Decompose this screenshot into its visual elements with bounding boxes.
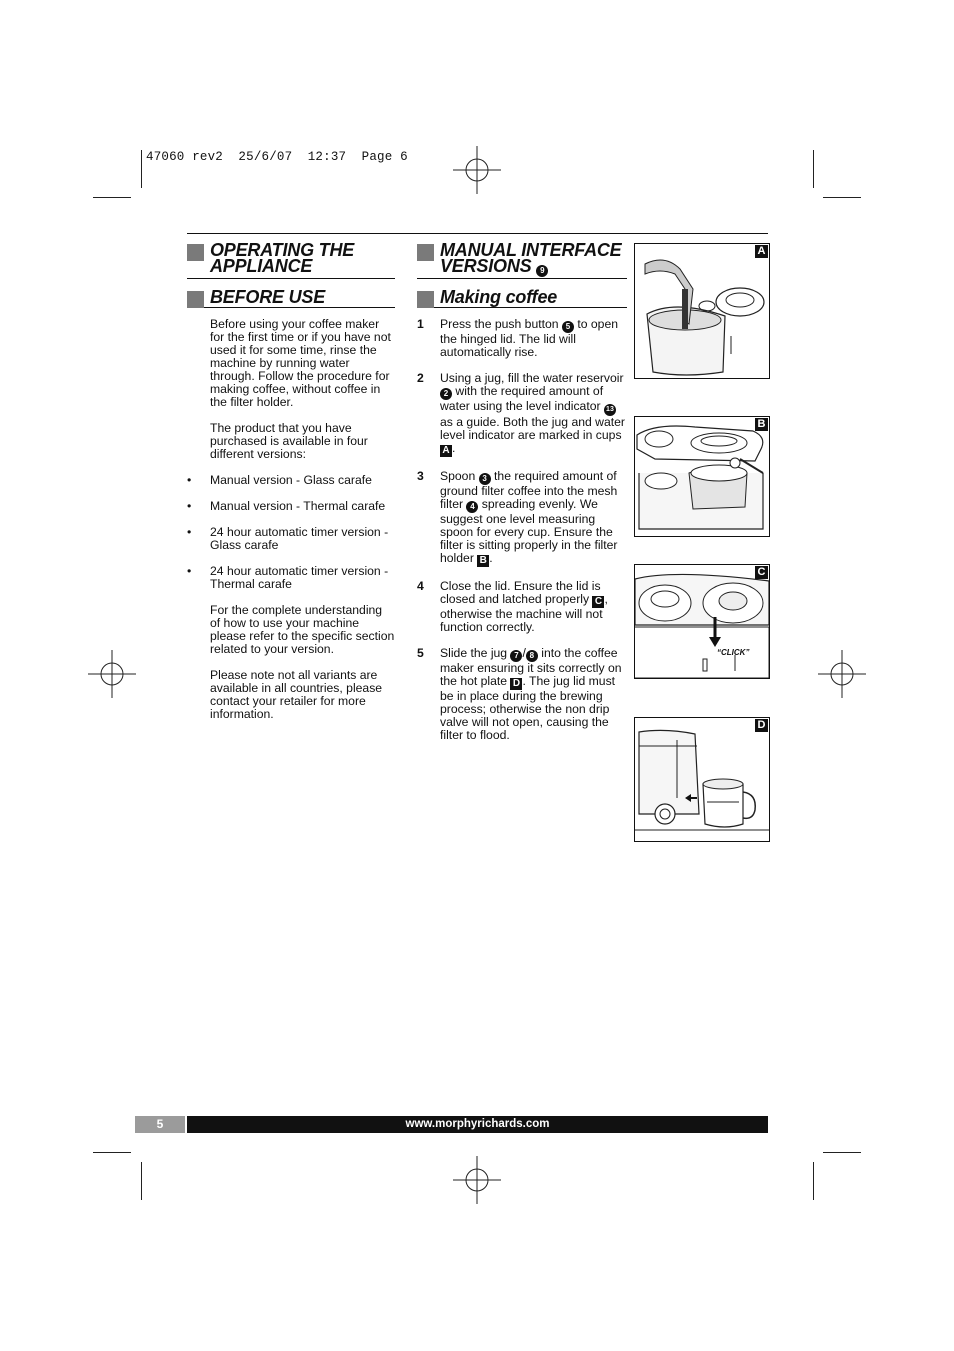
top-rule [187, 233, 768, 234]
figure-a [634, 243, 770, 379]
list-item [187, 474, 395, 487]
figure-label: B [755, 418, 768, 431]
step-number: 3 [417, 469, 424, 483]
figure-c [634, 564, 770, 679]
step-text: Press the push button [440, 317, 562, 331]
steps-list [417, 318, 627, 742]
figure-d [634, 717, 770, 842]
figure-label: C [755, 566, 768, 579]
figure-a-illustration-icon [635, 244, 769, 378]
list-item [187, 526, 395, 552]
figure-ref-icon: A [440, 445, 452, 457]
step-item [417, 647, 627, 742]
step-text: the required amount of ground filter coffee into the mesh filter [440, 469, 618, 511]
column-operating [187, 242, 395, 721]
step-number: 4 [417, 579, 424, 593]
ref-number-icon: 8 [526, 650, 538, 662]
step-item [417, 470, 627, 567]
step-text: Spoon [440, 469, 479, 483]
crop-mark [141, 150, 142, 188]
column-manual-interface [417, 242, 627, 755]
heading-line-text: VERSIONS [440, 256, 532, 276]
ref-number-icon: 5 [562, 321, 574, 333]
crop-mark [823, 197, 861, 198]
crop-mark [813, 150, 814, 188]
figure-b [634, 416, 770, 537]
versions-list [187, 474, 395, 591]
bullet-icon: • [187, 564, 192, 578]
heading-line: BEFORE USE [210, 287, 326, 307]
print-slug: 47060 rev2 25/6/07 12:37 Page 6 [146, 150, 408, 164]
figure-d-illustration-icon [635, 718, 769, 841]
heading-making-coffee [417, 289, 627, 308]
bullet-icon: • [187, 525, 192, 539]
ref-number-icon: 2 [440, 388, 452, 400]
figure-b-illustration-icon [635, 417, 769, 536]
heading-square-icon [187, 244, 204, 261]
paragraph: Please note not all variants are available in all countries, please contact your retailer for more information. [210, 668, 383, 721]
heading-before-use [187, 289, 395, 308]
heading-line: APPLIANCE [210, 256, 313, 276]
crop-mark [813, 1162, 814, 1200]
heading-operating-the-appliance [187, 242, 395, 279]
heading-line: Making coffee [440, 287, 558, 307]
bullet-icon: • [187, 499, 192, 513]
step-text: , otherwise the machine will not function correctly. [440, 592, 608, 634]
bullet-icon: • [187, 473, 192, 487]
step-item [417, 318, 627, 359]
footer-url[interactable]: www.morphyrichards.com [187, 1116, 768, 1133]
registration-mark-icon [453, 1156, 501, 1204]
step-item [417, 372, 627, 457]
step-text: . [489, 551, 493, 565]
paragraph: For the complete understanding of how to use your machine please refer to the specific section related to your version. [210, 603, 395, 656]
click-caption: “CLICK” [717, 648, 750, 657]
crop-mark [93, 197, 131, 198]
step-text: as a guide. Both the jug and water level indicator are marked in cups [440, 415, 625, 442]
crop-mark [141, 1162, 142, 1200]
step-text: Close the lid. Ensure the lid is closed and latched properly [440, 579, 601, 606]
heading-square-icon [417, 244, 434, 261]
heading-square-icon [187, 291, 204, 308]
ref-number-icon: 3 [479, 473, 491, 485]
step-text: Using a jug, fill the water reservoir [440, 371, 624, 385]
figure-c-illustration-icon [635, 565, 769, 678]
heading-square-icon [417, 291, 434, 308]
figure-label: D [755, 719, 768, 732]
heading-line: OPERATING THE [210, 240, 355, 260]
step-number: 2 [417, 371, 424, 385]
step-text: with the required amount of water using the level indicator [440, 384, 604, 413]
figure-ref-icon: D [510, 678, 522, 690]
paragraph: Before using your coffee maker for the first time or if you have not used it for some time, rinse the machine by running water through. Follow the procedure for making coffee, without coffee in the filter holder. [210, 317, 391, 409]
list-item-text: 24 hour automatic timer version - Thermal carafe [210, 564, 389, 591]
ref-number-icon: 9 [536, 265, 548, 277]
heading-line: MANUAL INTERFACE [440, 240, 622, 260]
step-text: to open the hinged lid. The lid will automatically rise. [440, 317, 619, 359]
step-number: 1 [417, 317, 424, 331]
list-item [187, 500, 395, 513]
step-text: Slide the jug [440, 646, 511, 660]
crop-mark [93, 1152, 131, 1153]
list-item-text: 24 hour automatic timer version - Glass carafe [210, 525, 389, 552]
step-number: 5 [417, 646, 424, 660]
step-text: . [452, 441, 456, 455]
registration-mark-icon [453, 146, 501, 194]
page-number: 5 [135, 1116, 185, 1133]
step-text: / [522, 646, 526, 660]
figure-ref-icon: C [592, 596, 604, 608]
ref-number-icon: 4 [466, 501, 478, 513]
step-item [417, 580, 627, 634]
figure-label: A [755, 245, 768, 258]
crop-mark [823, 1152, 861, 1153]
list-item [187, 565, 395, 591]
ref-number-icon: 7 [510, 650, 522, 662]
list-item-text: Manual version - Thermal carafe [210, 499, 386, 513]
heading-line [440, 258, 627, 277]
step-text: into the coffee maker ensuring it sits correctly on the hot plate [440, 646, 622, 688]
heading-manual-interface-versions [417, 242, 627, 279]
figure-ref-icon: B [477, 555, 489, 567]
ref-number-icon: 13 [604, 404, 616, 416]
registration-mark-icon [88, 650, 136, 698]
paragraph: The product that you have purchased is available in four different versions: [210, 421, 368, 461]
registration-mark-icon [818, 650, 866, 698]
step-text: spreading evenly. We suggest one level measuring spoon for every cup. Ensure the filter is sitting properly in the filter holder [440, 497, 618, 565]
list-item-text: Manual version - Glass carafe [210, 473, 372, 487]
step-text: . The jug lid must be in place during the brewing process; otherwise the non drip valve will not open, causing the filter to flood. [440, 674, 616, 742]
